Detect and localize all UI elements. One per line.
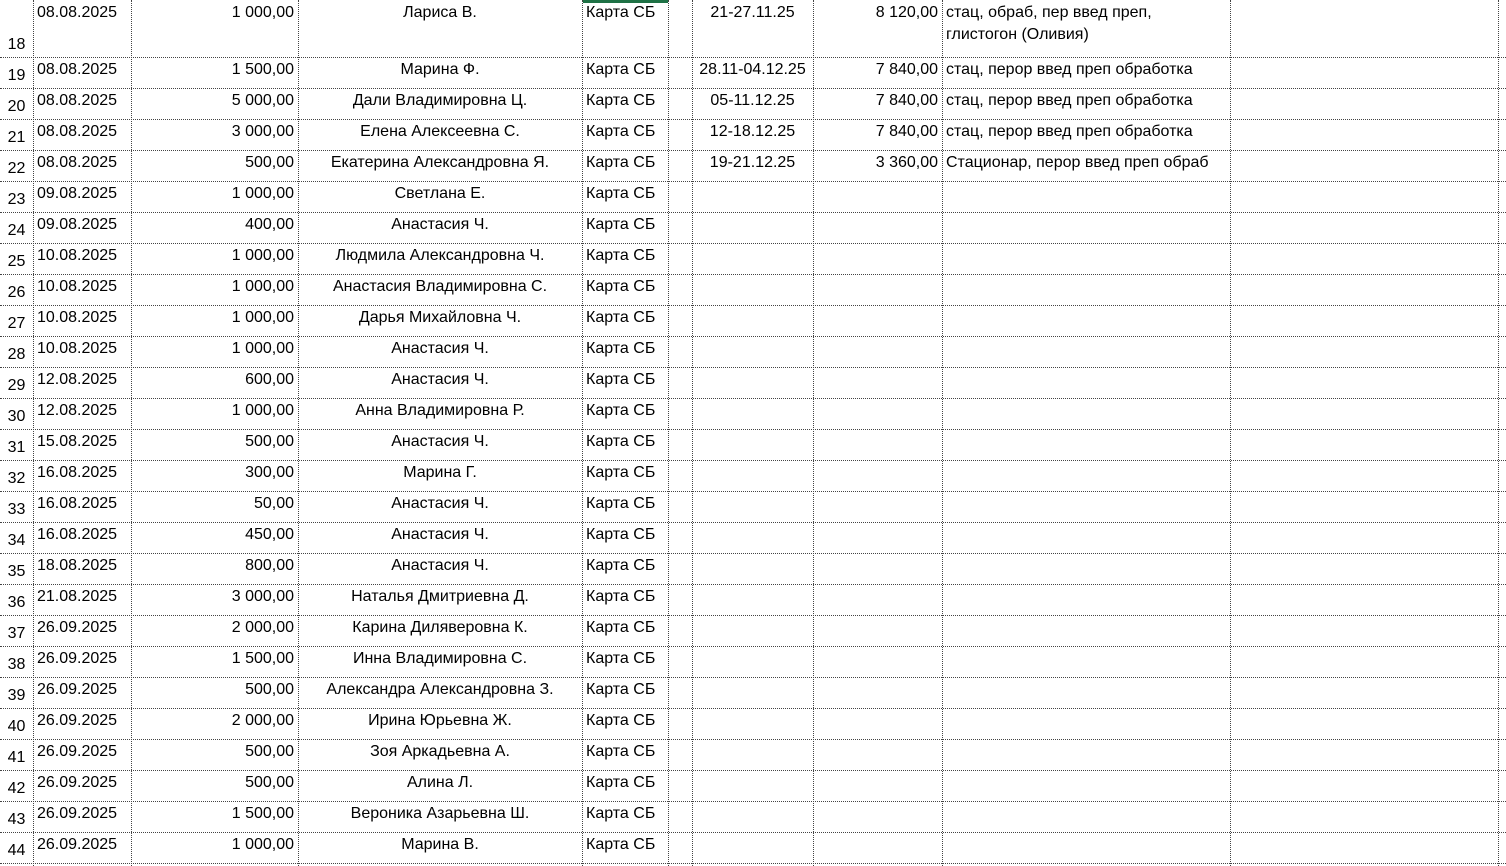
cell-note[interactable]: стац, обраб, пер введ преп, [946, 4, 1152, 21]
cell-amount[interactable]: 2 000,00 [231, 712, 294, 729]
cell-payment-method[interactable]: Карта СБ [586, 557, 656, 574]
cell-note[interactable]: стац, перор введ преп обработка [946, 123, 1193, 140]
cell-date[interactable]: 08.08.2025 [37, 123, 118, 140]
cell-payment-method[interactable]: Карта СБ [586, 526, 656, 543]
row-header[interactable]: 42 [7, 780, 26, 797]
row-header[interactable]: 25 [7, 253, 26, 270]
row-header[interactable]: 33 [7, 501, 26, 518]
gridline-vertical [1498, 0, 1499, 866]
row-header[interactable]: 18 [7, 36, 26, 53]
cell-date[interactable]: 26.09.2025 [37, 650, 118, 667]
cell-payment-method[interactable]: Карта СБ [586, 371, 656, 388]
cell-name[interactable]: Светлана Е. [394, 185, 486, 202]
cell-amount[interactable]: 3 000,00 [231, 588, 294, 605]
cell-date[interactable]: 26.09.2025 [37, 836, 118, 853]
gridline-horizontal [0, 584, 1506, 585]
cell-name[interactable]: Наталья Дмитриевна Д. [351, 588, 529, 605]
gridline-vertical [1230, 0, 1231, 866]
cell-name[interactable]: Марина Ф. [400, 61, 480, 78]
row-header[interactable]: 24 [7, 222, 26, 239]
cell-amount[interactable]: 500,00 [245, 433, 294, 450]
cell-payment-method[interactable]: Карта СБ [586, 712, 656, 729]
row-header[interactable]: 36 [7, 594, 26, 611]
cell-name[interactable]: Анастасия Ч. [391, 216, 489, 233]
cell-period[interactable]: 21-27.11.25 [710, 4, 795, 21]
cell-amount[interactable]: 400,00 [245, 216, 294, 233]
cell-payment-method[interactable]: Карта СБ [586, 278, 656, 295]
cell-amount[interactable]: 1 500,00 [231, 61, 294, 78]
gridline-horizontal [0, 646, 1506, 647]
gridline-horizontal [0, 57, 1506, 58]
cell-date[interactable]: 26.09.2025 [37, 743, 118, 760]
gridline-horizontal [0, 801, 1506, 802]
row-header[interactable]: 23 [7, 191, 26, 208]
cell-amount[interactable]: 500,00 [245, 681, 294, 698]
gridline-horizontal [0, 677, 1506, 678]
row-header[interactable]: 32 [7, 470, 26, 487]
gridline-horizontal [0, 367, 1506, 368]
cell-date[interactable]: 10.08.2025 [37, 247, 118, 264]
cell-payment-method[interactable]: Карта СБ [586, 92, 656, 109]
cell-payment-method[interactable]: Карта СБ [586, 216, 656, 233]
cell-payment-method[interactable]: Карта СБ [586, 309, 656, 326]
row-header[interactable]: 27 [7, 315, 26, 332]
cell-name[interactable]: Елена Алексеевна С. [360, 123, 520, 140]
cell-name[interactable]: Зоя Аркадьевна А. [370, 743, 510, 760]
gridline-horizontal [0, 708, 1506, 709]
row-header[interactable]: 29 [7, 377, 26, 394]
cell-name[interactable]: Ирина Юрьевна Ж. [368, 712, 512, 729]
cell-amount[interactable]: 450,00 [245, 526, 294, 543]
gridline-horizontal [0, 274, 1506, 275]
row-header[interactable]: 20 [7, 98, 26, 115]
cell-name[interactable]: Людмила Александровна Ч. [335, 247, 545, 264]
cell-sum[interactable]: 7 840,00 [875, 61, 938, 78]
cell-date[interactable]: 10.08.2025 [37, 309, 118, 326]
cell-date[interactable]: 08.08.2025 [37, 4, 118, 21]
gridline-horizontal [0, 243, 1506, 244]
cell-name[interactable]: Екатерина Александровна Я. [330, 154, 550, 171]
cell-amount[interactable]: 1 500,00 [231, 805, 294, 822]
row-header[interactable]: 37 [7, 625, 26, 642]
row-header[interactable]: 28 [7, 346, 26, 363]
cell-amount[interactable]: 300,00 [245, 464, 294, 481]
cell-sum[interactable]: 7 840,00 [875, 123, 938, 140]
cell-sum[interactable]: 7 840,00 [875, 92, 938, 109]
row-header[interactable]: 30 [7, 408, 26, 425]
cell-note-line2[interactable]: глистогон (Оливия) [946, 26, 1089, 43]
cell-date[interactable]: 12.08.2025 [37, 402, 118, 419]
cell-name[interactable]: Марина Г. [403, 464, 477, 481]
gridline-horizontal [0, 150, 1506, 151]
cell-payment-method[interactable]: Карта СБ [586, 743, 656, 760]
cell-payment-method[interactable]: Карта СБ [586, 402, 656, 419]
cell-date[interactable]: 26.09.2025 [37, 805, 118, 822]
cell-date[interactable]: 26.09.2025 [37, 681, 118, 698]
cell-note[interactable]: стац, перор введ преп обработка [946, 92, 1193, 109]
cell-payment-method[interactable]: Карта СБ [586, 464, 656, 481]
cell-name[interactable]: Алина Л. [406, 774, 474, 791]
cell-amount[interactable]: 1 000,00 [231, 247, 294, 264]
cell-date[interactable]: 16.08.2025 [37, 526, 118, 543]
cell-note[interactable]: Стационар, перор введ преп обраб [946, 154, 1209, 171]
cell-amount[interactable]: 500,00 [245, 774, 294, 791]
row-header[interactable]: 22 [7, 160, 26, 177]
row-header[interactable]: 31 [7, 439, 26, 456]
cell-date[interactable]: 16.08.2025 [37, 464, 118, 481]
row-header[interactable]: 40 [7, 718, 26, 735]
gridline-horizontal [0, 88, 1506, 89]
cell-date[interactable]: 26.09.2025 [37, 712, 118, 729]
gridline-horizontal [0, 553, 1506, 554]
row-header[interactable]: 35 [7, 563, 26, 580]
cell-payment-method[interactable]: Карта СБ [586, 774, 656, 791]
cell-amount[interactable]: 50,00 [253, 495, 294, 512]
cell-name[interactable]: Карина Диляверовна К. [352, 619, 528, 636]
cell-name[interactable]: Анна Владимировна Р. [355, 402, 525, 419]
cell-name[interactable]: Александра Александровна З. [326, 681, 554, 698]
cell-date[interactable]: 10.08.2025 [37, 278, 118, 295]
cell-payment-method[interactable]: Карта СБ [586, 495, 656, 512]
cell-name[interactable]: Анастасия Владимировна С. [332, 278, 548, 295]
cell-date[interactable]: 08.08.2025 [37, 154, 118, 171]
cell-name[interactable]: Дарья Михайловна Ч. [358, 309, 522, 326]
cell-payment-method[interactable]: Карта СБ [586, 154, 656, 171]
cell-sum[interactable]: 8 120,00 [875, 4, 938, 21]
cell-name[interactable]: Анастасия Ч. [391, 371, 489, 388]
gridline-horizontal [0, 212, 1506, 213]
cell-amount[interactable]: 800,00 [245, 557, 294, 574]
cell-payment-method[interactable]: Карта СБ [586, 805, 656, 822]
cell-payment-method[interactable]: Карта СБ [586, 619, 656, 636]
cell-date[interactable]: 26.09.2025 [37, 774, 118, 791]
cell-date[interactable]: 08.08.2025 [37, 61, 118, 78]
gridline-horizontal [0, 429, 1506, 430]
row-header[interactable]: 34 [7, 532, 26, 549]
cell-amount[interactable]: 3 000,00 [231, 123, 294, 140]
row-header[interactable]: 21 [7, 129, 26, 146]
cell-name[interactable]: Анастасия Ч. [391, 433, 489, 450]
cell-date[interactable]: 21.08.2025 [37, 588, 118, 605]
cell-amount[interactable]: 1 500,00 [231, 650, 294, 667]
cell-payment-method[interactable]: Карта СБ [586, 247, 656, 264]
row-header[interactable]: 43 [7, 811, 26, 828]
cell-date[interactable]: 26.09.2025 [37, 619, 118, 636]
gridline-horizontal [0, 305, 1506, 306]
cell-payment-method[interactable]: Карта СБ [586, 588, 656, 605]
gridline-horizontal [0, 863, 1506, 864]
row-header[interactable]: 41 [7, 749, 26, 766]
cell-date[interactable]: 09.08.2025 [37, 185, 118, 202]
cell-amount[interactable]: 2 000,00 [231, 619, 294, 636]
cell-date[interactable]: 18.08.2025 [37, 557, 118, 574]
row-header[interactable]: 39 [7, 687, 26, 704]
gridline-horizontal [0, 460, 1506, 461]
cell-payment-method[interactable]: Карта СБ [586, 650, 656, 667]
cell-payment-method[interactable]: Карта СБ [586, 123, 656, 140]
row-header[interactable]: 26 [7, 284, 26, 301]
cell-amount[interactable]: 500,00 [245, 743, 294, 760]
gridline-horizontal [0, 522, 1506, 523]
cell-date[interactable]: 09.08.2025 [37, 216, 118, 233]
cell-amount[interactable]: 1 000,00 [231, 309, 294, 326]
cell-period[interactable]: 05-11.12.25 [710, 92, 795, 109]
cell-amount[interactable]: 1 000,00 [231, 4, 294, 21]
cell-payment-method[interactable]: Карта СБ [586, 185, 656, 202]
cell-amount[interactable]: 1 000,00 [231, 340, 294, 357]
cell-amount[interactable]: 5 000,00 [231, 92, 294, 109]
cell-amount[interactable]: 1 000,00 [231, 278, 294, 295]
cell-name[interactable]: Анастасия Ч. [391, 495, 489, 512]
cell-name[interactable]: Дали Владимировна Ц. [352, 92, 528, 109]
cell-payment-method[interactable]: Карта СБ [586, 681, 656, 698]
row-header[interactable]: 44 [7, 842, 26, 859]
gridline-horizontal [0, 181, 1506, 182]
cell-name[interactable]: Анастасия Ч. [391, 526, 489, 543]
gridline-horizontal [0, 832, 1506, 833]
gridline-vertical [668, 0, 669, 866]
gridline-horizontal [0, 336, 1506, 337]
cell-amount[interactable]: 1 000,00 [231, 836, 294, 853]
cell-name[interactable]: Анастасия Ч. [391, 557, 489, 574]
cell-date[interactable]: 12.08.2025 [37, 371, 118, 388]
cell-payment-method[interactable]: Карта СБ [586, 61, 656, 78]
gridline-horizontal [0, 770, 1506, 771]
cell-name[interactable]: Марина В. [401, 836, 479, 853]
gridline-horizontal [0, 615, 1506, 616]
cell-payment-method[interactable]: Карта СБ [586, 4, 656, 21]
cell-payment-method[interactable]: Карта СБ [586, 340, 656, 357]
cell-date[interactable]: 15.08.2025 [37, 433, 118, 450]
cell-period[interactable]: 19-21.12.25 [709, 154, 796, 171]
cell-period[interactable]: 28.11-04.12.25 [699, 61, 806, 78]
cell-amount[interactable]: 1 000,00 [231, 402, 294, 419]
cell-payment-method[interactable]: Карта СБ [586, 836, 656, 853]
cell-name[interactable]: Инна Владимировна С. [352, 650, 528, 667]
cell-date[interactable]: 08.08.2025 [37, 92, 118, 109]
cell-period[interactable]: 12-18.12.25 [709, 123, 796, 140]
cell-name[interactable]: Вероника Азарьевна Ш. [350, 805, 530, 822]
cell-date[interactable]: 10.08.2025 [37, 340, 118, 357]
gridline-horizontal [0, 739, 1506, 740]
cell-date[interactable]: 16.08.2025 [37, 495, 118, 512]
cell-amount[interactable]: 500,00 [245, 154, 294, 171]
cell-name[interactable]: Анастасия Ч. [391, 340, 489, 357]
row-header[interactable]: 19 [7, 67, 26, 84]
cell-amount[interactable]: 600,00 [245, 371, 294, 388]
gridline-horizontal [0, 491, 1506, 492]
gridline-horizontal [0, 119, 1506, 120]
cell-name[interactable]: Лариса В. [403, 4, 477, 21]
row-header[interactable]: 38 [7, 656, 26, 673]
cell-sum[interactable]: 3 360,00 [875, 154, 938, 171]
cell-note[interactable]: стац, перор введ преп обработка [946, 61, 1193, 78]
cell-amount[interactable]: 1 000,00 [231, 185, 294, 202]
cell-payment-method[interactable]: Карта СБ [586, 433, 656, 450]
gridline-horizontal [0, 398, 1506, 399]
